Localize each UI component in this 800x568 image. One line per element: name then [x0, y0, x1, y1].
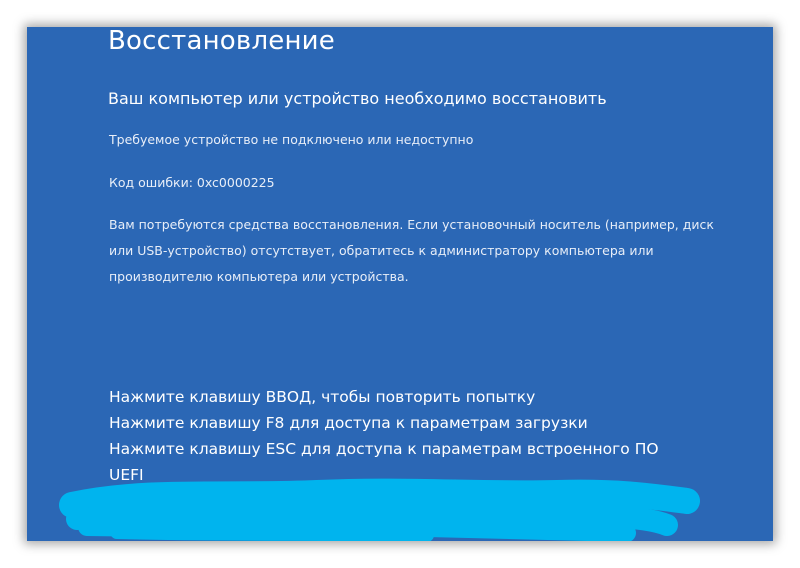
description-line: или USB-устройство) отсутствует, обратитесь к администратору компьютера или [109, 243, 654, 258]
description-line: производителю компьютера или устройства. [109, 269, 409, 284]
description-line: Вам потребуются средства восстановления. Если установочный носитель (например, диск [109, 217, 714, 232]
error-message: Требуемое устройство не подключено или недоступно [109, 132, 474, 147]
key-hint-enter: Нажмите клавишу ВВОД, чтобы повторить попытку [109, 388, 536, 406]
key-hint-f8: Нажмите клавишу F8 для доступа к параметрам загрузки [109, 414, 588, 432]
recovery-screen [27, 27, 773, 541]
description [109, 212, 749, 290]
subtitle: Ваш компьютер или устройство необходимо восстановить [108, 89, 607, 108]
error-code: Код ошибки: 0xc0000225 [109, 175, 275, 190]
key-hints [109, 384, 659, 488]
key-hint-uefi: UEFI [109, 466, 144, 484]
page-title: Восстановление [108, 27, 335, 56]
key-hint-esc: Нажмите клавишу ESC для доступа к параметрам встроенного ПО [109, 440, 659, 458]
